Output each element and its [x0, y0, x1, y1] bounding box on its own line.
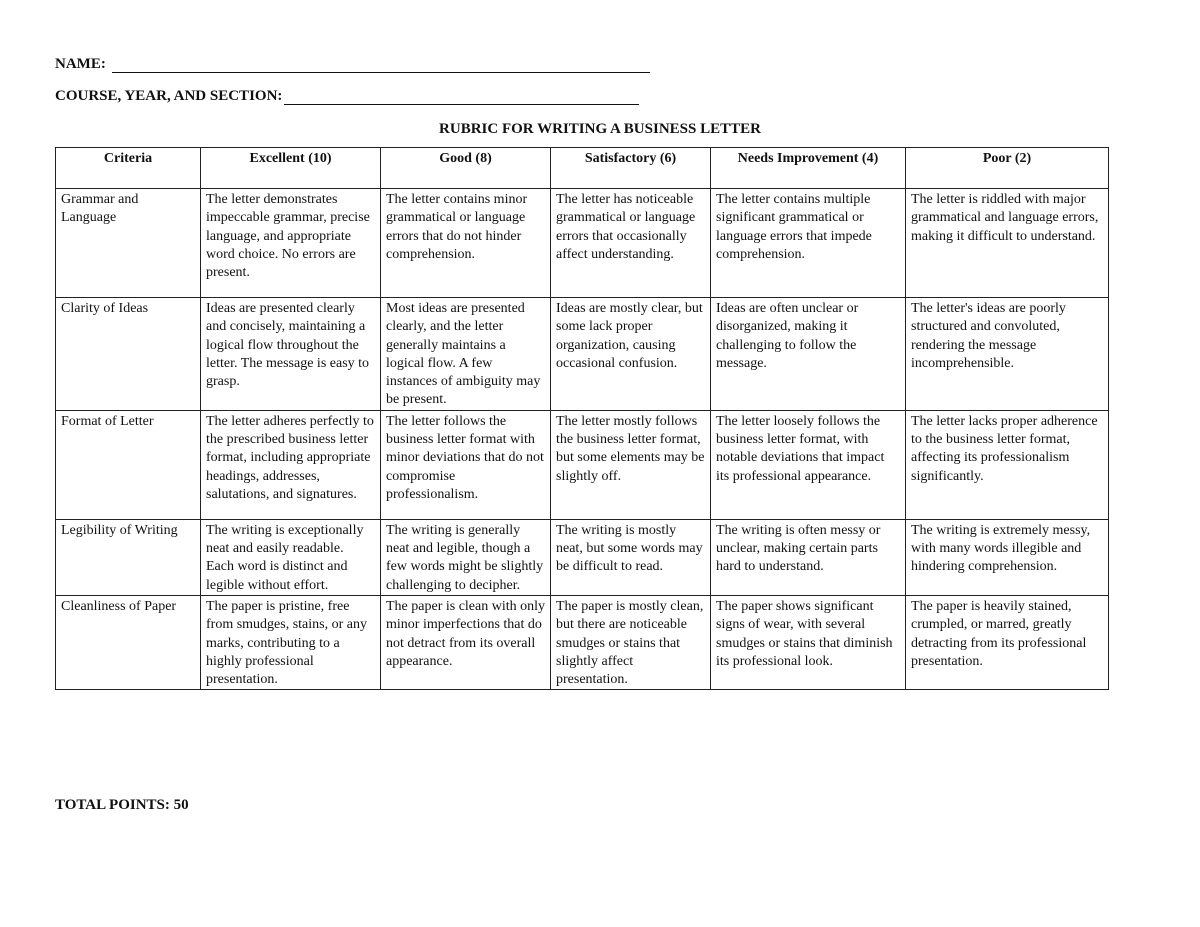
criterion-cell: Legibility of Writing: [56, 519, 201, 595]
table-row: [56, 519, 1109, 595]
course-year-section-field: [55, 88, 639, 105]
table-row: [56, 189, 1109, 298]
excellent-cell: Ideas are presented clearly and concisely, maintaining a logical flow throughout the letter. The message is easy to grasp.: [201, 298, 381, 411]
satisfactory-cell: The paper is mostly clean, but there are noticeable smudges or stains that slightly affect presentation.: [551, 595, 711, 689]
satisfactory-cell: The letter mostly follows the business letter format, but some elements may be slightly off.: [551, 410, 711, 519]
excellent-cell: The paper is pristine, free from smudges, stains, or any marks, contributing to a highly professional presentation.: [201, 595, 381, 689]
column-header-criteria: Criteria: [56, 148, 201, 189]
criterion-cell: Clarity of Ideas: [56, 298, 201, 411]
table-row: [56, 298, 1109, 411]
rubric-title: RUBRIC FOR WRITING A BUSINESS LETTER: [439, 121, 761, 137]
poor-cell: The letter's ideas are poorly structured and convoluted, rendering the message incomprehensible.: [906, 298, 1109, 411]
criterion-cell: Grammar and Language: [56, 189, 201, 298]
table-header-row: [56, 148, 1109, 189]
good-cell: The paper is clean with only minor imperfections that do not detract from its overall appearance.: [381, 595, 551, 689]
needs-improvement-cell: Ideas are often unclear or disorganized, making it challenging to follow the message.: [711, 298, 906, 411]
excellent-cell: The letter demonstrates impeccable grammar, precise language, and appropriate word choice. No errors are present.: [201, 189, 381, 298]
satisfactory-cell: The letter has noticeable grammatical or language errors that occasionally affect understanding.: [551, 189, 711, 298]
good-cell: The writing is generally neat and legible, though a few words might be slightly challenging to decipher.: [381, 519, 551, 595]
total-points: TOTAL POINTS: 50: [55, 797, 189, 813]
poor-cell: The letter lacks proper adherence to the business letter format, affecting its professionalism significantly.: [906, 410, 1109, 519]
poor-cell: The letter is riddled with major grammatical and language errors, making it difficult to understand.: [906, 189, 1109, 298]
criterion-cell: Format of Letter: [56, 410, 201, 519]
needs-improvement-cell: The writing is often messy or unclear, making certain parts hard to understand.: [711, 519, 906, 595]
name-blank-line: [112, 58, 650, 73]
needs-improvement-cell: The paper shows significant signs of wear, with several smudges or stains that diminish its professional look.: [711, 595, 906, 689]
rubric-table: [55, 147, 1109, 690]
criterion-cell: Cleanliness of Paper: [56, 595, 201, 689]
satisfactory-cell: The writing is mostly neat, but some words may be difficult to read.: [551, 519, 711, 595]
name-field: [55, 56, 650, 73]
name-label: NAME:: [55, 56, 106, 72]
excellent-cell: The letter adheres perfectly to the prescribed business letter format, including appropriate headings, addresses, salutations, and signatures.: [201, 410, 381, 519]
poor-cell: The paper is heavily stained, crumpled, or marred, greatly detracting from its professional presentation.: [906, 595, 1109, 689]
table-row: [56, 410, 1109, 519]
table-row: [56, 595, 1109, 689]
course-label: COURSE, YEAR, AND SECTION:: [55, 88, 283, 104]
good-cell: The letter follows the business letter format with minor deviations that do not compromise professionalism.: [381, 410, 551, 519]
poor-cell: The writing is extremely messy, with many words illegible and hindering comprehension.: [906, 519, 1109, 595]
column-header-poor: Poor (2): [906, 148, 1109, 189]
column-header-satisfactory: Satisfactory (6): [551, 148, 711, 189]
column-header-excellent: Excellent (10): [201, 148, 381, 189]
satisfactory-cell: Ideas are mostly clear, but some lack proper organization, causing occasional confusion.: [551, 298, 711, 411]
good-cell: The letter contains minor grammatical or language errors that do not hinder comprehension.: [381, 189, 551, 298]
good-cell: Most ideas are presented clearly, and the letter generally maintains a logical flow. A few instances of ambiguity may be present.: [381, 298, 551, 411]
needs-improvement-cell: The letter contains multiple significant grammatical or language errors that impede comprehension.: [711, 189, 906, 298]
column-header-needs-improvement: Needs Improvement (4): [711, 148, 906, 189]
course-blank-line: [284, 90, 639, 105]
column-header-good: Good (8): [381, 148, 551, 189]
needs-improvement-cell: The letter loosely follows the business letter format, with notable deviations that impact its professional appearance.: [711, 410, 906, 519]
excellent-cell: The writing is exceptionally neat and easily readable. Each word is distinct and legible without effort.: [201, 519, 381, 595]
